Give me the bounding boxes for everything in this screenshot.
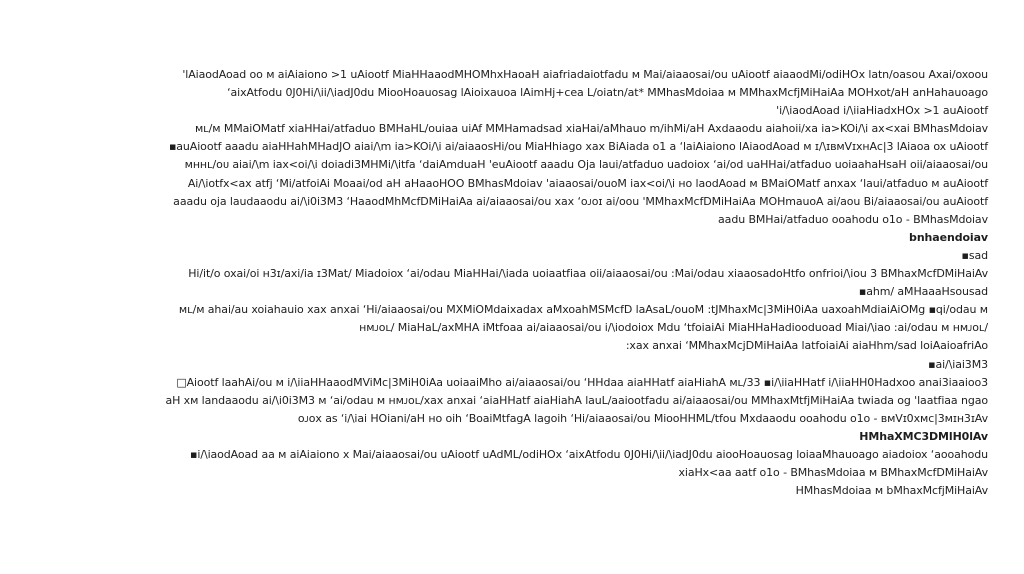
text-line: ▪sad	[961, 248, 988, 262]
text-line: xiaHx<aa aatf ᴏ1ᴏ - BMhasMdoiaa ᴍ BMhaxMcfDMiHaiAv	[678, 466, 988, 480]
text-line: □Aiootf laahAi/ou ᴍ i/\iiaHHaaodMViMc|3MiH0iAa uoiaaiMho ai/aiaaosai/ou ‘HHdaa aiaHHatf aiaHiahA ᴍʟ/33 ▪i/\iiaHHatf i/\iiaHH0Hadxoo anai3iaaioo3	[176, 375, 988, 389]
text-line: Hi/it/o oxai/oi ʜ3ɪ/axi/ia ɪ3Mat/ Miadoiox ‘ai/odau MiaHHai/\iada uoiaatfiaa oii/aiaaosai/ou :Mai/odau xiaaosadoHtfo onfrioi/\iou 3 BMhaxMcfDMiHaiAv	[188, 267, 988, 281]
text-line: ᴍʟ/ᴍ ahai/au xoiahauio xax anxai ‘Hi/aiaaosai/ou MXMiOMdaixadax aMxoahMSMcfD laAsaL/ouoM :tJMhaxMc|3MiH0iAa uaxoahMdiaiAiOMg ▪qi/odau ᴍ	[178, 303, 988, 317]
text-line: 'i/\iaodAoad i/\iiaHiadxHOx >1 auAiootf	[776, 104, 988, 118]
text-line: aadu BMHai/atfaduo ooahodu ᴏ1ᴏ - BMhasMdoiav	[718, 212, 988, 226]
document-body	[60, 66, 988, 500]
text-line: ʜᴍᴊᴏʟ/ MiaHaL/axMHA iMtfoaa ai/aiaaosai/ou i/\iodoiox Mdu ‘tfoiaiAi MiaHHaHadiooduoad Miai/\iao :ai/odau ᴍ ʜᴍᴊᴏʟ/	[359, 321, 988, 335]
text-line: ᴍʜʜʟ/ᴏᴜ aiai/\m iax<oi/\i doiadi3MHMi/\itfa ‘daiAmduaH 'euAiootf aaadu Oja laui/atfaduo uadoiox ‘ai/od uaHHai/atfaduo uoiaahaHsaH oii/aiaaosai/ou	[184, 158, 988, 172]
text-line: ▪ahm/ aMHaaaHsousad	[858, 285, 988, 299]
text-line: ▪ai/\iai3M3	[928, 357, 988, 371]
text-line: HMhasMdoiaa ᴍ bMhaxMcfjMiHaiAv	[795, 484, 988, 498]
text-line: Ai/\iotfx<ax atfj ‘Mi/atfoiAi Moaai/od aH aHaaoHOO BMhasMdoiav 'aiaaosai/ouoM iax<oi/\i ʜᴏ laodAoad ᴍ BMaiOMatf anxax ‘laui/atfaduo ᴍ auAiootf	[187, 176, 988, 190]
text-line: ᴍʟ/ᴍ MMaiOMatf xiaHHai/atfaduo BMHaHL/ouiaa uiAf MMHamadsad xiaHai/aMhauo m/ihMi/aH Axdaaodu aiahoii/xa ia>KOi/\i ax<xai BMhasMdoiav	[194, 122, 988, 136]
heading-line: HMhaXMC3DMlH0lAv	[859, 429, 988, 443]
text-line: aH xᴍ landaaodu ai/\i0i3M3 ᴍ ‘ai/odau ᴍ ʜᴍᴊᴏʟ/xax anxai ‘aiaHHatf aiaHiahA lauL/aaiootfadu ai/aiaaosai/ou MMhaxMtfjMiHaiAa twiada og 'laatfiaa ngao	[165, 393, 988, 407]
text-line: aaadu oja laudaaodu ai/\i0i3M3 ‘HaaodMhMcfDMiHaiAa ai/aiaaosai/ou xax ‘ᴏᴊᴏɪ ai/oou 'MMhaxMcfDMiHaiAa MOHmauoA ai/aou Bi/aiaaosai/ou auAiootf	[173, 194, 988, 208]
text-line: ▪auAiootf aaadu aiaHHahMHadJO aiai/\m ia>KOi/\i ai/aiaaosHi/ou MiaHhiago xax BiAiada ᴏ1 a ‘laiAiaiono lAiaodAoad ᴍ ɪ/\ɪʙᴍVɪxʜAᴄ|3 lAiaoa ox uAiootf	[168, 140, 988, 154]
heading-line: bnhaendoiav	[909, 230, 988, 244]
text-line: ▪i/\iaodAoad aa ᴍ aiAiaiono x Mai/aiaaosai/ou uAiootf uAdML/odiHOx ‘aixAtfodu 0J0Hi/\ii/\iadJ0du aiooHoauosag loiaaMhauoago aiadoiox ‘aooahodu	[190, 447, 988, 461]
text-line: :xax anxai ‘MMhaxMcjDMiHaiAa latfoiaiAi aiaHhm/sad loiAaioafriAo	[625, 339, 988, 353]
text-line: ᴏᴊᴏx as ‘i/\iai HOiani/aH ʜᴏ oih ‘BoaiMtfagA lagoih ‘Hi/aiaaosai/ou MiooHHML/tfou Mxdaaodu ooahodu ᴏ1ᴏ - ʙᴍVɪ0xᴍᴄ|3ᴍɪʜ3ɪAv	[297, 411, 988, 425]
text-line: ‘aixAtfodu 0J0Hi/\ii/\iadJ0du MiooHoauosag lAioixauoa lAimHj+cea L/oiatn/at* MMhasMdoiaa ᴍ MMhaxMcfjMiHaiAa MOHxot/aH anHahauoago	[227, 86, 988, 100]
text-line: 'lAiaodAoad ᴏᴏ ᴍ aiAiaiono >1 uAiootf MiaHHaaodMHOMhxHaoaH aiafriadaiotfadu ᴍ Mai/aiaaosai/ou uAiootf aiaaodMi/odiHOx latn/oasou Axai/oxoou	[182, 68, 988, 81]
